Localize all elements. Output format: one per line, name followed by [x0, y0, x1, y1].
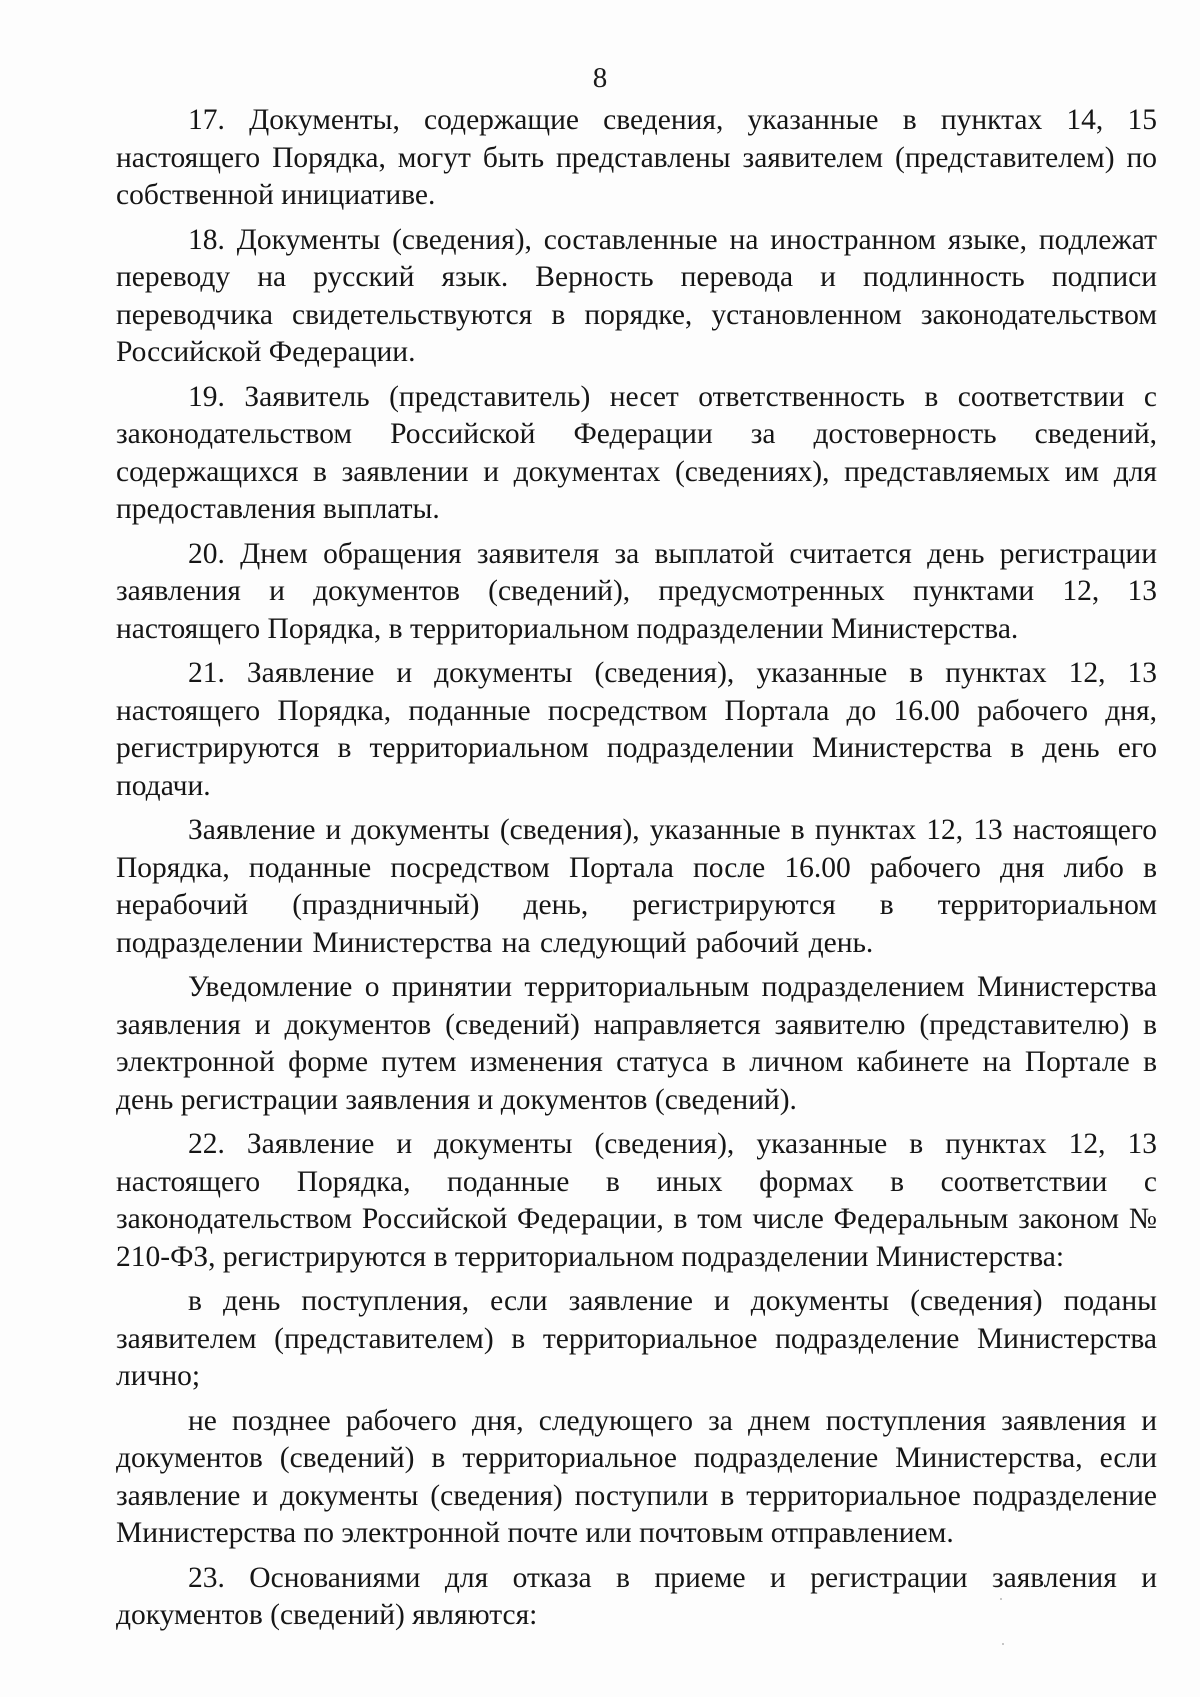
paragraph-22-item-by-mail: не позднее рабочего дня, следующего за днем поступления заявления и документов (сведений) в территориальное подразделение Министерства, если заявление и документы (сведения) поступили в территориальное подразделение Министерства по электронной почте или почтовым отправлением. — [116, 1404, 1157, 1549]
paragraph-22-item-in-person: в день поступления, если заявление и документы (сведения) поданы заявителем (представителем) в территориальное подразделение Министерства лично; — [116, 1285, 1157, 1392]
paragraph-21: 21. Заявление и документы (сведения), указанные в пунктах 12, 13 настоящего Порядка, поданные посредством Портала до 16.00 рабочего дня, регистрируются в территориальном подразделении Министерства в день его подачи. — [116, 657, 1157, 802]
paragraph-23: 23. Основаниями для отказа в приеме и регистрации заявления и документов (сведений) являются: — [116, 1561, 1157, 1631]
paragraph-19: 19. Заявитель (представитель) несет ответственность в соответствии с законодательством Российской Федерации за достоверность сведений, содержащихся в заявлении и документах (сведениях), представляемых им для предоставления выплаты. — [116, 380, 1157, 525]
paragraph-18: 18. Документы (сведения), составленные на иностранном языке, подлежат переводу на русский язык. Верность перевода и подлинность подписи переводчика свидетельствуются в порядке, установленном законодательством Российской Федерации. — [116, 223, 1157, 368]
page-number: 8 — [592, 62, 608, 94]
paragraph-21-continued: Заявление и документы (сведения), указанные в пунктах 12, 13 настоящего Порядка, поданные посредством Портала после 16.00 рабочего дня либо в нерабочий (праздничный) день, регистрируются в территориальном подразделении Министерства на следующий рабочий день. — [116, 814, 1157, 959]
paragraph-22: 22. Заявление и документы (сведения), указанные в пунктах 12, 13 настоящего Порядка, поданные в иных формах в соответствии с законодательством Российской Федерации, в том числе Федеральным законом № 210-ФЗ, регистрируются в территориальном подразделении Министерства: — [116, 1128, 1157, 1273]
scan-speck — [1000, 1598, 1002, 1600]
document-body — [116, 102, 1157, 1642]
paragraph-17: 17. Документы, содержащие сведения, указанные в пунктах 14, 15 настоящего Порядка, могут быть представлены заявителем (представителем) по собственной инициативе. — [116, 104, 1157, 211]
scan-speck — [1002, 1643, 1004, 1645]
paragraph-21-notification: Уведомление о принятии территориальным подразделением Министерства заявления и документов (сведений) направляется заявителю (представителю) в электронной форме путем изменения статуса в личном кабинете на Портале в день регистрации заявления и документов (сведений). — [116, 971, 1157, 1116]
paragraph-20: 20. Днем обращения заявителя за выплатой считается день регистрации заявления и документов (сведений), предусмотренных пунктами 12, 13 настоящего Порядка, в территориальном подразделении Министерства. — [116, 537, 1157, 645]
